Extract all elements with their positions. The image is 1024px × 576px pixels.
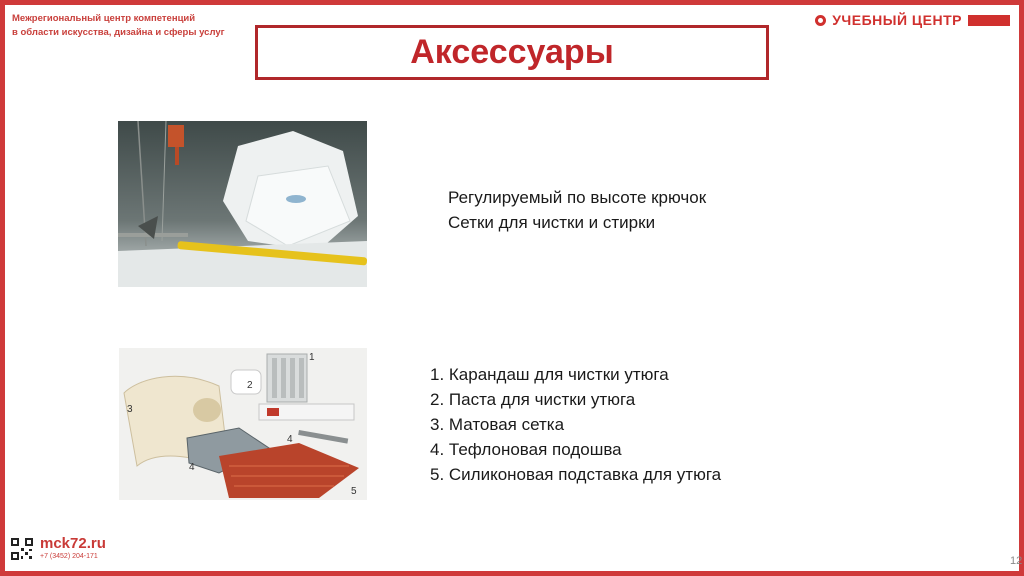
footer-phone: +7 (3452) 204-171 <box>40 553 98 560</box>
list-item: 1. Карандаш для чистки утюга <box>430 365 669 384</box>
slide-title: Аксессуары <box>410 33 614 71</box>
footer <box>10 536 106 561</box>
photo-label: 4 <box>287 434 293 445</box>
org-name-line2: в области искусства, дизайна и сферы услуг <box>12 27 225 38</box>
section2-list <box>430 362 721 487</box>
brand-tag-icon <box>968 15 1010 26</box>
page-number: 12 <box>1010 555 1023 567</box>
brand-text: УЧЕБНЫЙ ЦЕНТР <box>832 12 962 28</box>
section1-text <box>448 185 706 235</box>
photo-label: 1 <box>309 352 315 363</box>
photo-label: 4 <box>189 462 195 473</box>
org-name <box>12 12 225 40</box>
org-name-line1: Межрегиональный центр компетенций <box>12 13 196 24</box>
list-item: 4. Тефлоновая подошва <box>430 440 622 459</box>
brand-ring-icon <box>815 15 826 26</box>
photo-label: 3 <box>127 404 133 415</box>
title-box <box>255 25 769 80</box>
brand-logo <box>815 12 1010 28</box>
section1-line: Сетки для чистки и стирки <box>448 213 656 232</box>
section1-line: Регулируемый по высоте крючок <box>448 188 707 207</box>
list-item: 5. Силиконовая подставка для утюга <box>430 465 722 484</box>
footer-site: mck72.ru <box>40 535 106 552</box>
list-item: 2. Паста для чистки утюга <box>430 390 636 409</box>
qr-code-icon <box>10 537 34 561</box>
iron-accessories-photo <box>119 348 367 500</box>
hook-and-nets-photo <box>118 121 367 287</box>
photo-label: 2 <box>247 380 253 391</box>
list-item: 3. Матовая сетка <box>430 415 565 434</box>
photo-label: 5 <box>351 486 357 497</box>
